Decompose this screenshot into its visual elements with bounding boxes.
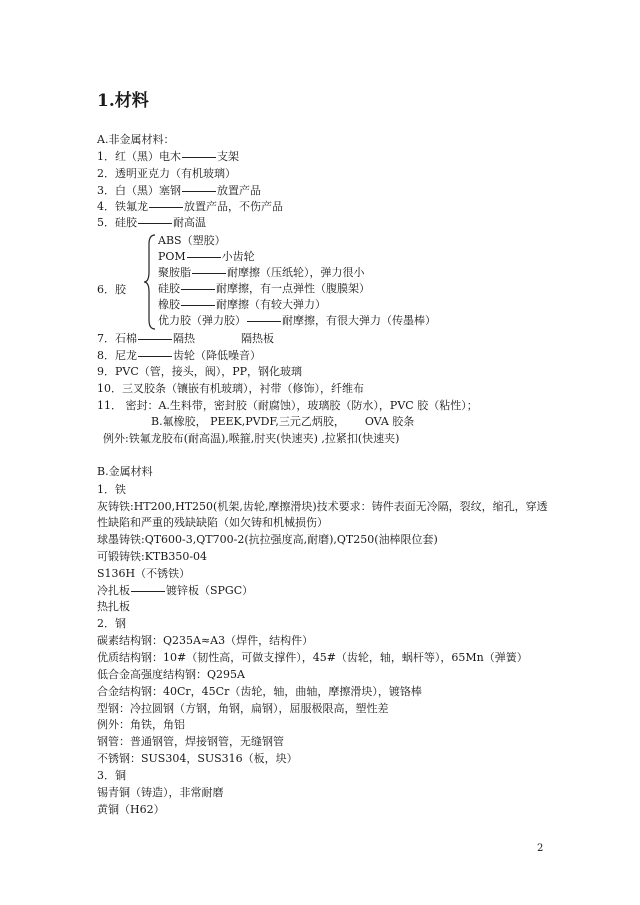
text-line: S136H（不锈铁） <box>97 567 191 580</box>
text-line: 球墨铸铁:QT600-3,QT700-2(抗拉强度高,耐磨),QT250(油棒限位套) <box>97 533 438 546</box>
section-b-heading: B.金属材料 <box>97 465 153 478</box>
text-line: 碳素结构钢：Q235A≈A3（焊件，结构件） <box>97 634 314 647</box>
list-item: 8．尼龙 齿轮（降低噪音） <box>97 349 261 362</box>
text-line: 性缺陷和严重的残缺缺陷（如欠铸和机械损伤） <box>97 516 328 529</box>
dash-line <box>181 289 215 290</box>
text-line: 锡青铜（铸造），非常耐磨 <box>97 786 224 799</box>
list-item: 9．PVC（管，接头，阀），PP，钢化玻璃 <box>97 365 303 378</box>
text-line: 例外：角铁，角铝 <box>97 718 185 731</box>
glue-label: 6．胶 <box>97 283 126 296</box>
text-line: 热扎板 <box>97 600 130 613</box>
text-line: 钢管：普通钢管，焊接钢管，无缝钢管 <box>97 735 284 748</box>
list-item: 11． 密封：A.生料带，密封胶（耐腐蚀），玻璃胶（防水），PVC 胶（粘性）； <box>97 399 478 412</box>
dash-line <box>192 273 226 274</box>
dash-line <box>138 223 172 224</box>
dash-line <box>182 191 216 192</box>
text-line: 型钢：冷拉圆钢（方钢，角钢，扁钢），屈服极限高，塑性差 <box>97 702 389 715</box>
text-line: 不锈钢：SUS304，SUS316（板，块） <box>97 752 298 765</box>
curly-brace <box>143 234 157 330</box>
glue-item: 优力胶（弹力胶） 耐摩擦，有很大弹力（传墨棒） <box>158 314 436 327</box>
list-item: 2．钢 <box>97 617 126 630</box>
glue-item: 聚胺脂 耐摩擦（压纸轮），弹力很小 <box>158 266 365 279</box>
dash-line <box>149 207 183 208</box>
section-a-heading: A.非金属材料： <box>97 133 175 146</box>
note-line: 例外:铁氟龙胶布(耐高温),喉箍,肘夹(快速夹) ,拉紧扣(快速夹) <box>103 432 400 445</box>
dash-line <box>131 591 165 592</box>
list-item: 7．石棉 隔热 隔热板 <box>97 332 274 345</box>
text-line: 低合金高强度结构钢：Q295A <box>97 668 245 681</box>
text-line: 可锻铸铁:KTB350-04 <box>97 550 208 563</box>
text-line: 优质结构钢：10#（韧性高，可做支撑件），45#（齿轮，轴，蜗杆等），65Mn（弹簧） <box>97 651 528 664</box>
list-item: 2．透明亚克力（有机玻璃） <box>97 167 236 180</box>
list-item: 4．铁氟龙 放置产品，不伤产品 <box>97 200 283 213</box>
text-line: 冷扎板 镀锌板（SPGC） <box>97 584 254 597</box>
glue-item: POM 小齿轮 <box>158 250 255 263</box>
list-item: B.氟橡胶， PEEK,PVDF,三元乙炳胶， OVA 胶条 <box>151 415 415 428</box>
page-number: 2 <box>537 843 544 854</box>
text-line: 合金结构钢：40Cr，45Cr（齿轮，轴，曲轴，摩擦滑块），镀铬棒 <box>97 685 422 698</box>
glue-item: ABS（塑胶） <box>158 234 226 247</box>
text-line: 灰铸铁:HT200,HT250(机架,齿轮,摩擦滑块)技术要求：铸件表面无冷隔，裂纹，缩孔，穿透 <box>97 500 548 513</box>
glue-item: 橡胶 耐摩擦（有较大弹力） <box>158 298 326 311</box>
page-title: 1.材料 <box>97 91 149 111</box>
dash-line <box>181 305 215 306</box>
list-item: 5．硅胶 耐高温 <box>97 216 206 229</box>
list-item: 1．铁 <box>97 483 126 496</box>
glue-item: 硅胶 耐摩擦，有一点弹性（腹膜架） <box>158 282 370 295</box>
list-item: 10．三叉胶条（镶嵌有机玻璃），衬带（修饰），纤维布 <box>97 382 364 395</box>
dash-line <box>247 321 281 322</box>
list-item: 1．红（黑）电木 支架 <box>97 150 239 163</box>
text-line: 黄铜（H62） <box>97 803 165 816</box>
dash-line <box>138 356 172 357</box>
dash-line <box>182 157 216 158</box>
dash-line <box>187 257 221 258</box>
dash-line <box>138 339 172 340</box>
list-item: 3．铜 <box>97 769 126 782</box>
list-item: 3．白（黑）塞钢 放置产品 <box>97 184 261 197</box>
